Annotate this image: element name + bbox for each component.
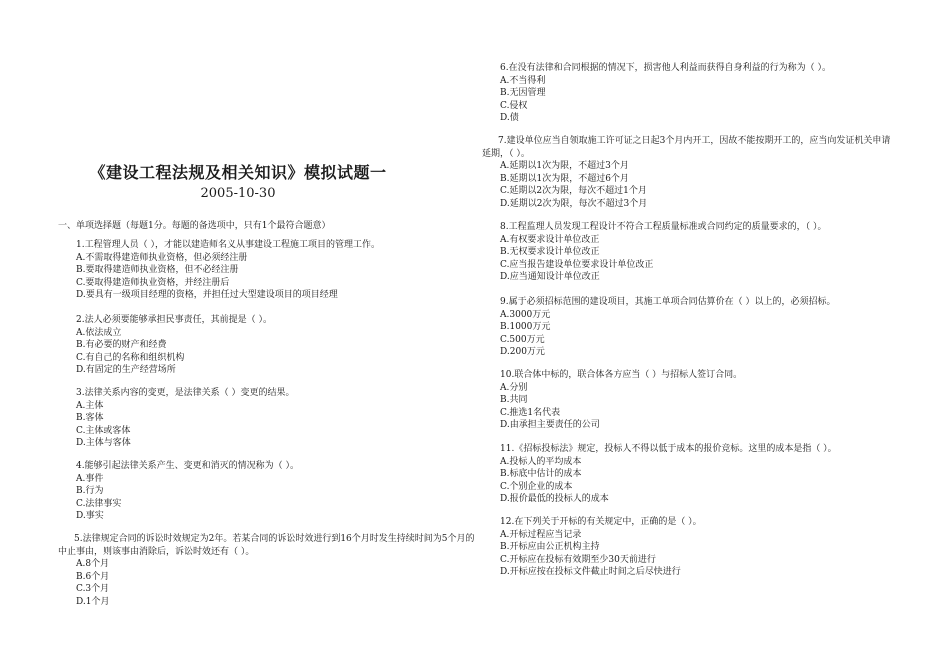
option: A.投标人的平均成本 [500,456,582,467]
question-stem: 10.联合体中标的，联合体各方应当（ ）与招标人签订合同。 [500,370,743,380]
option: D.有固定的生产经营场所 [76,365,176,375]
question-stem: 6.在没有法律和合同根据的情况下，损害他人利益而获得自身利益的行为称为（ ）。 [500,63,831,73]
question-stem: 2.法人必须要能够承担民事责任，其前提是（ ）。 [76,315,272,325]
option: D.应当通知设计单位改正 [500,272,600,282]
option: B.标底中估计的成本 [500,469,582,479]
option: D.主体与客体 [76,438,131,448]
question-stem: 12.在下列关于开标的有关规定中，正确的是（ ）。 [500,517,702,527]
option: B.有必要的财产和经费 [76,340,167,350]
option: C.法律事实 [76,498,122,509]
option: D.债 [500,113,519,123]
option: A.有权要求设计单位改正 [500,234,600,245]
option: B.客体 [76,413,104,423]
option: C.推选1名代表 [500,407,561,418]
option: B.1000万元 [500,322,551,332]
question-7 [482,135,892,210]
option: A.8个月 [76,559,110,569]
option: D.报价最低的投标人的成本 [500,494,609,504]
option: D.1个月 [76,596,110,607]
question-10 [482,369,892,432]
option: A.依法成立 [76,327,122,338]
option: C.有自己的名称和组织机构 [76,352,185,363]
option: B.延期以1次为限，不超过6个月 [500,173,629,184]
question-stem: 3.法律关系内容的变更，是法律关系（ ）变更的结果。 [76,388,295,398]
option: A.不需取得建造师执业资格，但必须经注册 [76,252,248,263]
question-12 [482,516,892,579]
option: B.6个月 [76,571,110,582]
option: C.应当报告建设单位要求设计单位改正 [500,259,654,270]
question-4 [58,460,478,523]
option: C.个别企业的成本 [500,481,573,492]
option: D.由承担主要责任的公司 [500,420,600,430]
option: C.侵权 [500,100,528,111]
option: B.行为 [76,486,104,496]
question-2 [58,314,478,377]
option: B.开标应由公正机构主持 [500,542,600,552]
option: D.事实 [76,511,104,521]
option: D.延期以2次为限，每次不超过3个月 [500,198,648,209]
option: C.500万元 [500,334,545,345]
option: A.事件 [76,473,104,484]
option: B.无权要求设计单位改正 [500,247,600,257]
question-9 [482,296,892,359]
question-6 [482,62,892,125]
exam-date: 2005-10-30 [200,186,276,201]
option: C.开标应在投标有效期至少30天前进行 [500,554,656,565]
question-stem: 4.能够引起法律关系产生、变更和消灭的情况称为（ ）。 [76,461,299,471]
option: B.要取得建造师执业资格，但不必经注册 [76,265,239,275]
option: C.延期以2次为限，每次不超过1个月 [500,186,647,196]
option: A.主体 [76,400,104,411]
option: A.延期以1次为限，不超过3个月 [500,161,629,171]
question-8 [482,221,892,284]
question-3 [58,387,478,450]
option: A.3000万元 [500,309,551,320]
question-stem: 1.工程管理人员（ ），才能以建造师名义从事建设工程施工项目的管理工作。 [76,240,380,250]
question-stem: 7.建设单位应当自领取施工许可证之日起3个月内开工，因故不能按期开工的，应当向发证机关申请延期，（ ）。 [482,136,891,159]
question-1 [58,239,478,302]
option: A.不当得利 [500,75,546,86]
question-stem: 5.法律规定合同的诉讼时效规定为2年。若某合同的诉讼时效进行到16个月时发生持续时间为5个月的中止事由，则该事由消除后，诉讼时效还有（ ）。 [58,534,475,557]
option: B.共同 [500,395,528,405]
option: D.200万元 [500,347,545,357]
question-stem: 11.《招标投标法》规定，投标人不得以低于成本的报价竞标。这里的成本是指（ ）。 [500,444,837,454]
option: A.开标过程应当记录 [500,529,582,540]
option: D.要具有一级项目经理的资格，并担任过大型建设项目的项目经理 [76,290,338,300]
option: B.无因管理 [500,88,546,98]
question-stem: 8.工程监理人员发现工程设计不符合工程质量标准或合同约定的质量要求的，（ ）。 [500,222,827,232]
question-5 [58,533,478,608]
page-title: 《建设工程法规及相关知识》模拟试题一 [89,163,387,182]
option: C.3个月 [76,584,110,594]
option: C.主体或客体 [76,425,131,436]
section-heading: 一、单项选择题（每题1分。每题的备选项中，只有1个最符合题意） [58,221,331,231]
option: C.要取得建造师执业资格，并经注册后 [76,277,230,288]
option: A.分别 [500,382,528,393]
question-11 [482,443,892,506]
question-stem: 9.属于必须招标范围的建设项目，其施工单项合同估算价在（ ）以上的，必须招标。 [500,297,836,307]
option: D.开标应按在投标文件截止时间之后尽快进行 [500,567,681,577]
